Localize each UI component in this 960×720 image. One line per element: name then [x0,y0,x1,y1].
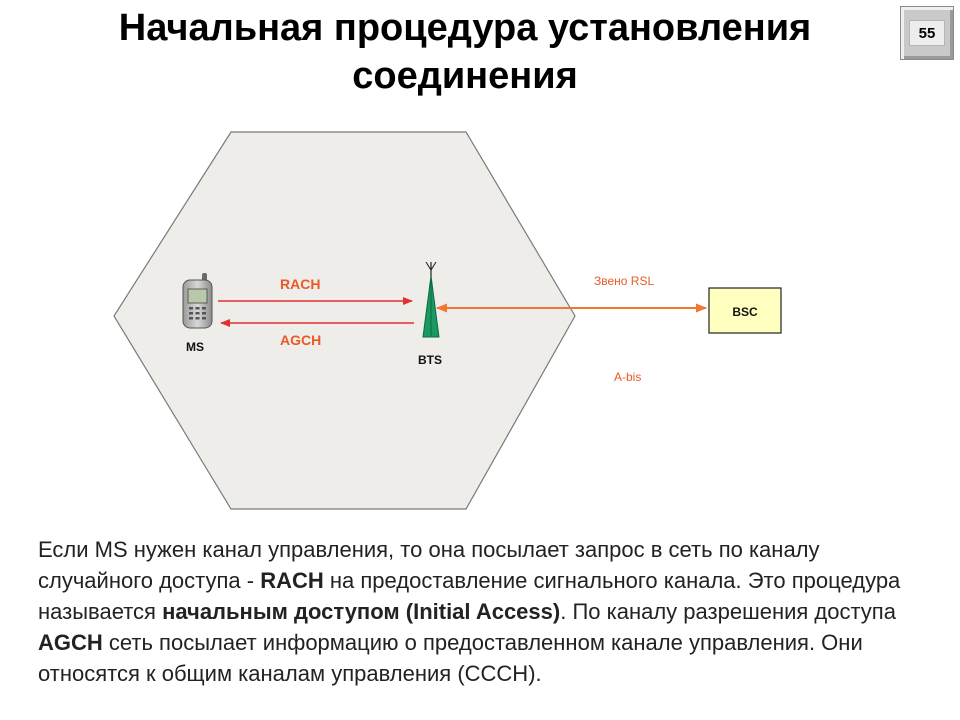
initial-access-term: начальным доступом (Initial Access) [162,599,561,624]
slide-title: Начальная процедура установления соединения [118,7,812,97]
rsl-label: Звено RSL [594,274,655,288]
rach-label: RACH [280,276,321,292]
bts-label: BTS [418,353,442,367]
agch-term: AGCH [38,630,103,655]
abis-label: A-bis [614,370,642,384]
rach-term: RACH [260,568,324,593]
page-number: 55 [909,20,945,46]
description-part-4: сеть посылает информацию о предоставленном канале управления. Они относятся к общим каналам управления (СССН). [38,630,863,686]
agch-label: AGCH [280,332,322,348]
ms-label: MS [186,340,204,354]
description-part-3: . По каналу разрешения доступа [560,599,896,624]
bsc-label: BSC [732,305,758,319]
description-part-1: Если MS нужен канал управления, то она посылает запрос в сеть по каналу случайного доступа - [38,537,820,593]
mobile-phone-icon [183,273,212,328]
description-paragraph [38,534,938,689]
description-part-2: на предоставление сигнального канала. Это процедура называется [38,568,901,624]
